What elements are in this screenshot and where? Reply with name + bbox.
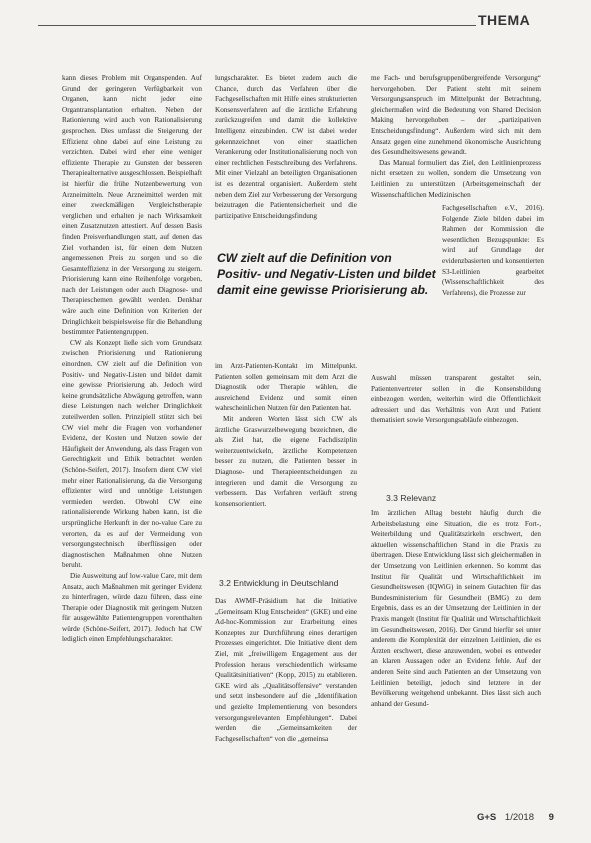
paragraph: im Arzt-Patienten-Kontakt im Mittelpunkt. Patienten sollen gemeinsam mit dem Arzt die Diagnostik oder Therapie wählen, die ausreichend Evidenz und somit einen wahrscheinlichen Nutzen für den Patienten hat. [215, 362, 357, 413]
section-label: THEMA [478, 12, 531, 28]
section-heading: 3.3 Relevanz [386, 493, 437, 503]
magazine-brand: G+S [477, 812, 497, 823]
paragraph: Im ärztlichen Alltag besteht häufig durch die Arbeitsbelastung eine Situation, die es trotz Fort-, Weiterbildung und Qualitätszirkeln erschwert, den aktuellen wissenschaftlichen Stand in die Praxis zu übertragen. Diese Entwicklung lässt sich gleichermaßen in der Umsetzung von Leitlinien erkennen. So kommt das Institut für Qualität und Wirtschaftlichkeit im Gesundheitswesen (IQWiG) in seinem Gutachten für das Bundesministerium für Gesundheit (BMG) zu dem Ergebnis, dass es an der Umsetzung der Leitlinien in der Praxis mangelt (Institut für Qualität und Wirtschaftlichkeit im Gesundheitswesen, 2016). Der Grund hierfür sei unter anderem die Komplexität der einzelnen Leitlinien, die es Ärzten erschwert, diese anzuwenden, wobei es entweder an klaren Aussagen oder an Evidenz fehle. Auf der anderen Seite sind auch Patienten an der Umsetzung von Leitlinien beteiligt, jedoch sind letztere in der Bevölkerung weitgehend unbekannt. Dies lässt sich auch anhand der Gesund- [371, 509, 541, 708]
page-number: 9 [548, 812, 554, 823]
text-column-2-top [215, 73, 357, 221]
text-column-3-middle [371, 373, 541, 426]
page-footer [477, 812, 554, 823]
paragraph: kann dieses Problem mit Organspenden. Auf Grund der geringeren Verfügbarkeit von Organen, kann nicht jeder eine Organtransplantation erhalten. Neben der Rationierung wird auch von Rationalisierung gesprochen. Dies umfasst die Steigerung der Effizienz ohne dabei auf eine Leistung zu verzichten. Dabei wird eher eine weniger effiziente Therapie zu Gunsten der besseren Therapiealternative ausgeschlossen. Beispielhaft ist hierfür die frühe Nutzenbewertung von Arzneimitteln. Neue Arzneimittel werden mit einer zweckmäßigen Vergleichstherapie verglichen und erhalten je nach Wirksamkeit einen Zusatznutzen attestiert. Auf dessen Basis finden Preisverhandlungen statt, auf denen das Ziel vorhanden ist, für einen dem Nutzen angemessenen Preis zu sorgen und so die Gesamteffizienz in der Versorgung zu steigern. Priorisierung kann eine Reihenfolge vorgeben, nach der Leistungen oder auch Diagnose- und Therapieschemen gewählt werden. Denkbar wäre auch eine Definition von Kriterien der Dringlichkeit beispielsweise für die Behandlung bestimmter Patientengruppen. [62, 74, 202, 337]
text-column-3-top [371, 73, 541, 200]
text-column-1 [62, 73, 202, 645]
paragraph: Mit anderen Worten lässt sich CW als ärztliche Graswurzelbewegung bezeichnen, die als Ziel hat, die eigene Fachdisziplin weiterzuentwickeln, ärztliche Kompetenzen besser zu nutzen, die Patienten besser in Diagnose- und Therapieentscheidungen zu integrieren und damit die Versorgung zu verbessern. Das Verfahren verläuft streng konsensorientiert. [215, 414, 357, 508]
text-column-3-bottom [371, 508, 541, 709]
text-column-3-narrow [442, 203, 544, 298]
text-column-2-middle [215, 361, 357, 509]
section-heading: 3.2 Entwicklung in Deutschland [219, 578, 339, 588]
paragraph: Fachgesellschaften e.V., 2016). Folgende Ziele bilden dabei im Rahmen der Kommission die wesentlichen Bezugspunkte: Es wird auf Grundlage der evidenzbasierten und konsentierten S3-Leitlinien gearbeitet (Wissenschaftlichkeit des Verfahrens), die Prozesse zur [442, 204, 544, 297]
paragraph: Das Manual formuliert das Ziel, den Leitlinienprozess nicht ersetzen zu wollen, sondern die Umsetzung von Leitlinien zu unterstützen (Arbeitsgemeinschaft der Wissenschaftlichen Medizinischen [371, 158, 541, 199]
pull-quote: CW zielt auf die Definition von Positiv- und Negativ-Listen und bildet damit eine gewisse Priorisierung ab. [217, 251, 436, 297]
paragraph: Auswahl müssen transparent gestaltet sein, Patientenvertreter sollen in die Konsensbildung einbezogen werden, weiterhin wird die Öffentlichkeit adressiert und das Verhältnis von Arzt und Patient thematisiert sowie Versorgungsabläufe einbezogen. [371, 374, 541, 425]
paragraph: Die Ausweitung auf low-value Care, mit dem Ansatz, auch Maßnahmen mit geringer Evidenz zu hinterfragen, würde dazu führen, dass eine Therapie oder Diagnostik mit geringem Nutzen für ausgewählte Patientengruppen vorenthalten würde (Schöne-Seifert, 2017). Jedoch hat CW lediglich einen Empfehlungscharakter. [62, 571, 202, 644]
issue-number: 1/2018 [504, 812, 534, 823]
header-rule [38, 25, 476, 26]
paragraph: CW als Konzept ließe sich vom Grundsatz zwischen Priorisierung und Rationierung einordnen. CW zielt auf die Definition von Positiv- und Negativ-Listen und bildet damit eine gewisse Priorisierung ab. Jedoch wird keine grundsätzliche Abwägung getroffen, wann diese Leistungen nach welcher Dringlichkeit zuteilwerden sollen. Prinzipiell stützt sich bei CW viel mehr die Fragen von vorhandener Evidenz, der Kosten und Nutzen sowie der Häufigkeit der Anwendung, als dass Fragen von Gerechtigkeit und Ethik betrachtet werden (Schöne-Seifert, 2017). Insofern dient CW viel mehr einer Rationalisierung, da die Versorgung effizienter wird und unnötige Leistungen vermieden werden. Obwohl CW eine rationalisierende Wirkung haben kann, ist die ursprüngliche Herkunft in der no-value Care zu verorten, da es auf der Vermeidung von versorgungstechnisch überflüssigen oder diagnostischen Maßnahmen ohne Nutzen beruht. [62, 338, 202, 570]
paragraph: me Fach- und berufsgruppenübergreifende Versorgung“ hervorgehoben. Der Patient steht mit seinem Versorgungsanspruch im Mittelpunkt der Betrachtung, gleichermaßen wird die Bedeutung von Shared Decision Making hervorgehoben – der „partizipativen Entscheidungsfindung“. Außerdem wird sich mit dem Ansatz gegen eine zunehmend ökonomische Ausrichtung des Gesundheitswesens gewandt. [371, 74, 541, 157]
paragraph: lungscharakter. Es bietet zudem auch die Chance, durch das Verfahren über die Fachgesellschaften mit Hilfe eines strukturierten Konsensverfahren auf die ärztliche Erfahrung zurückzugreifen und damit die kollektive Intelligenz einzubinden. CW ist dabei weder gekennzeichnet von einer staatlichen Verankerung oder Institutionalisierung noch von einer rechtlichen Festschreibung des Verfahrens. Mit einer Vielzahl an beteiligten Organisationen ist es dezentral organisiert. Außerdem steht neben dem Ziel zur Verbesserung der Versorgung beizutragen die Patientensicherheit und die partizipative Entscheidungsfindung [215, 74, 357, 220]
text-column-2-bottom [215, 596, 357, 744]
paragraph: Das AWMF-Präsidium hat die Initiative „Gemeinsam Klug Entscheiden“ (GKE) und eine Ad-hoc-Kommission zur Erarbeitung eines Konzeptes zur Durchführung eines derartigen Prozesses eingerichtet. Die Initiative dient dem Ziel, mit „freiwilligem Engagement aus der Profession heraus verschiedentlich wirksame Qualitätsinitiativen“ (Kopp, 2015) zu etablieren. GKE wird als „Qualitätsoffensive“ verstanden und setzt insbesondere auf die „Identifikation und gezielte Implementierung von besonders versorgungsrelevanten Empfehlungen“. Dabei werden die „Gemeinsamkeiten der Fachgesellschaften“ von die „gemeinsa [215, 597, 357, 743]
